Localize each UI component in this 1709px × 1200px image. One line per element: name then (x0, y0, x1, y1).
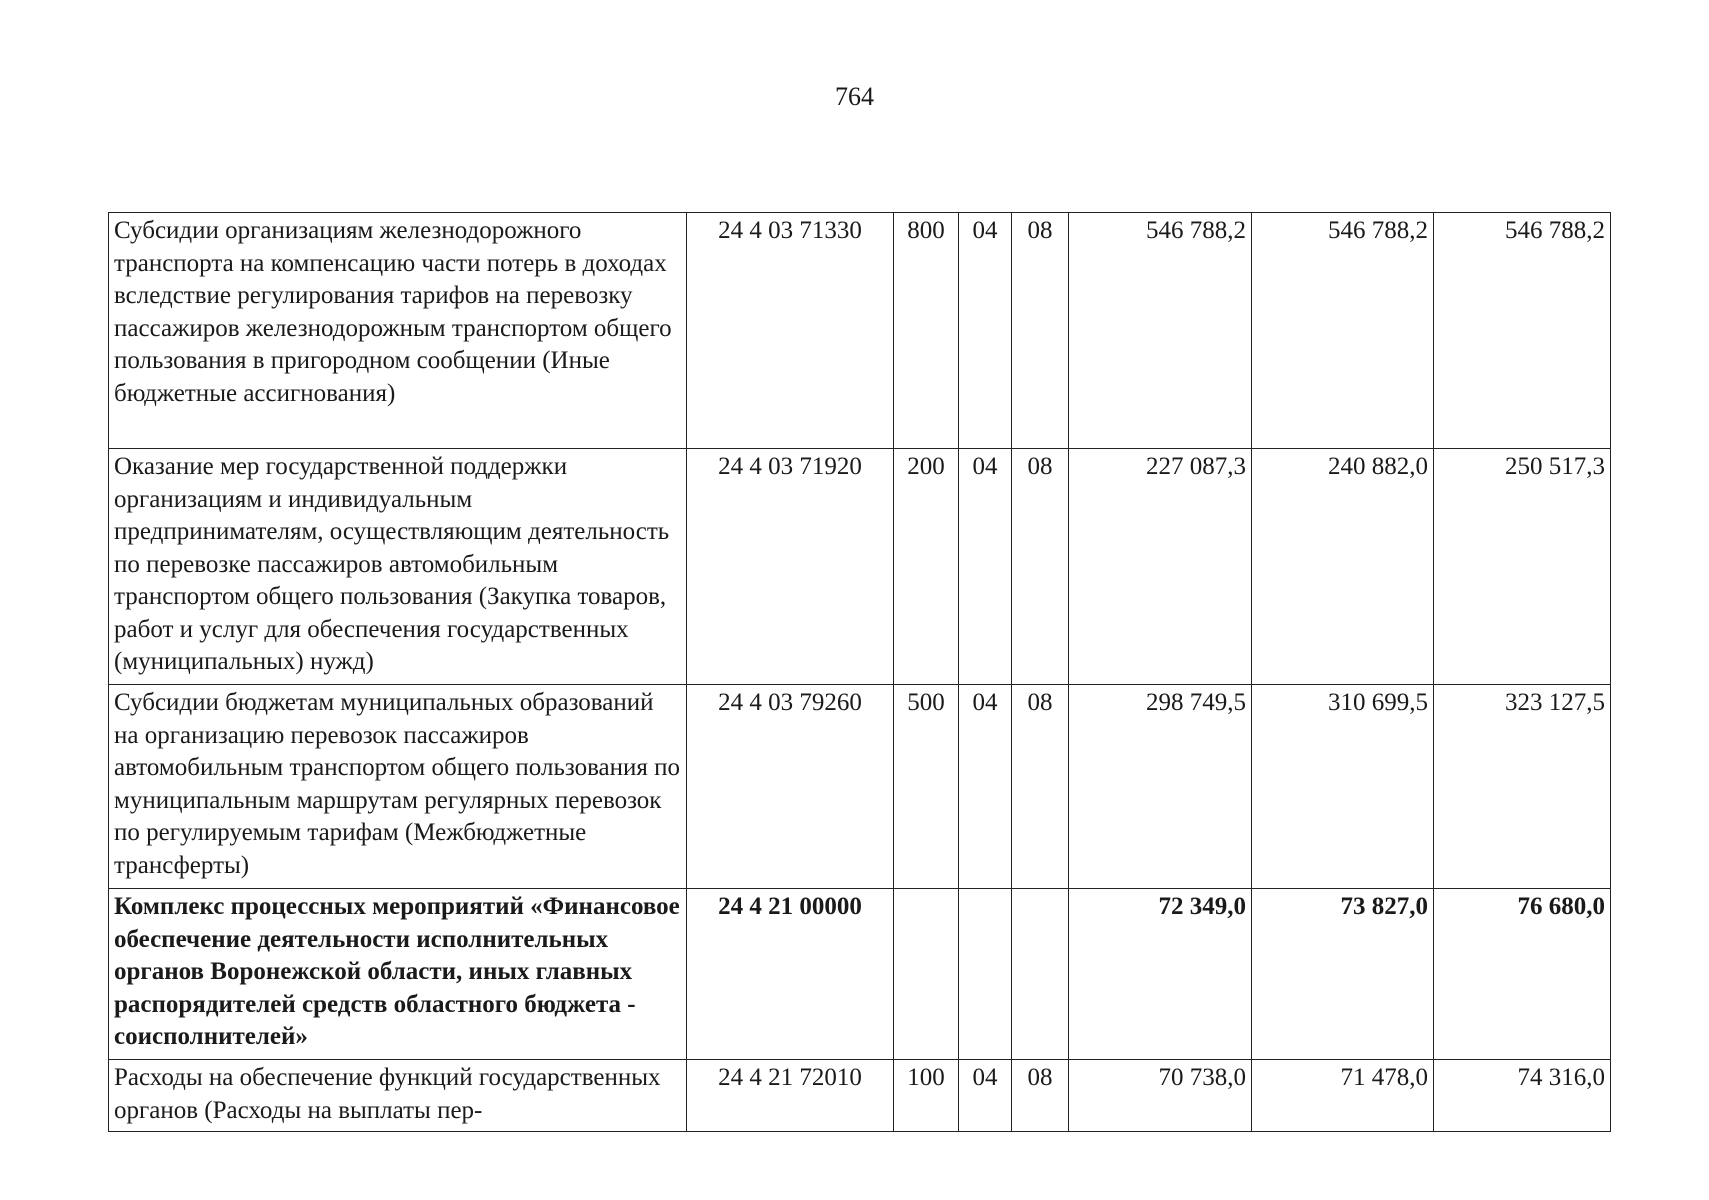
row-section: 04 (959, 449, 1012, 685)
row-section: 04 (959, 685, 1012, 889)
row-amount-year-2: 240 882,0 (1252, 449, 1434, 685)
row-name: Комплекс процессных мероприятий «Финансовое обеспечение деятельности исполнительных органов Воронежской области, иных главных распорядителей средств областного бюджета - соисполнителей» (109, 889, 687, 1060)
row-name: Расходы на обеспечение функций государственных органов (Расходы на выплаты пер- (109, 1060, 687, 1132)
row-target-article: 24 4 03 79260 (687, 685, 894, 889)
row-name: Оказание мер государственной поддержки организациям и индивидуальным предпринимателям, осуществляющим деятельность по перевозке пассажиров автомобильным транспортом общего пользования (Закупка товаров, работ и услуг для обеспечения государственных (муниципальных) нужд) (109, 449, 687, 685)
row-expense-type: 200 (894, 449, 959, 685)
row-amount-year-1: 72 349,0 (1069, 889, 1252, 1060)
row-target-article: 24 4 03 71920 (687, 449, 894, 685)
row-amount-year-1: 546 788,2 (1069, 213, 1252, 449)
row-amount-year-3: 74 316,0 (1434, 1060, 1611, 1132)
row-amount-year-1: 227 087,3 (1069, 449, 1252, 685)
row-amount-year-3: 546 788,2 (1434, 213, 1611, 449)
row-subsection: 08 (1012, 449, 1069, 685)
row-target-article: 24 4 21 00000 (687, 889, 894, 1060)
row-amount-year-1: 70 738,0 (1069, 1060, 1252, 1132)
table-row (109, 889, 1611, 1060)
row-amount-year-2: 71 478,0 (1252, 1060, 1434, 1132)
row-subsection (1012, 889, 1069, 1060)
row-target-article: 24 4 21 72010 (687, 1060, 894, 1132)
budget-table (108, 212, 1611, 1132)
row-amount-year-2: 310 699,5 (1252, 685, 1434, 889)
row-subsection: 08 (1012, 685, 1069, 889)
row-amount-year-2: 73 827,0 (1252, 889, 1434, 1060)
table-row (109, 213, 1611, 449)
row-name: Субсидии бюджетам муниципальных образований на организацию перевозок пассажиров автомобильным транспортом общего пользования по муниципальным маршрутам регулярных перевозок по регулируемым тарифам (Межбюджетные трансферты) (109, 685, 687, 889)
table-row (109, 449, 1611, 685)
row-subsection: 08 (1012, 1060, 1069, 1132)
row-section: 04 (959, 1060, 1012, 1132)
table-row (109, 685, 1611, 889)
row-amount-year-3: 323 127,5 (1434, 685, 1611, 889)
row-subsection: 08 (1012, 213, 1069, 449)
row-expense-type: 100 (894, 1060, 959, 1132)
row-amount-year-3: 250 517,3 (1434, 449, 1611, 685)
row-amount-year-2: 546 788,2 (1252, 213, 1434, 449)
page-number: 764 (835, 82, 874, 111)
row-amount-year-3: 76 680,0 (1434, 889, 1611, 1060)
row-expense-type: 500 (894, 685, 959, 889)
row-expense-type (894, 889, 959, 1060)
row-section: 04 (959, 213, 1012, 449)
row-section (959, 889, 1012, 1060)
row-name: Субсидии организациям железнодорожного транспорта на компенсацию части потерь в доходах вследствие регулирования тарифов на перевозку пассажиров железнодорожным транспортом общего пользования в пригородном сообщении (Иные бюджетные ассигнования) (109, 213, 687, 449)
row-amount-year-1: 298 749,5 (1069, 685, 1252, 889)
row-target-article: 24 4 03 71330 (687, 213, 894, 449)
row-expense-type: 800 (894, 213, 959, 449)
table-row (109, 1060, 1611, 1132)
